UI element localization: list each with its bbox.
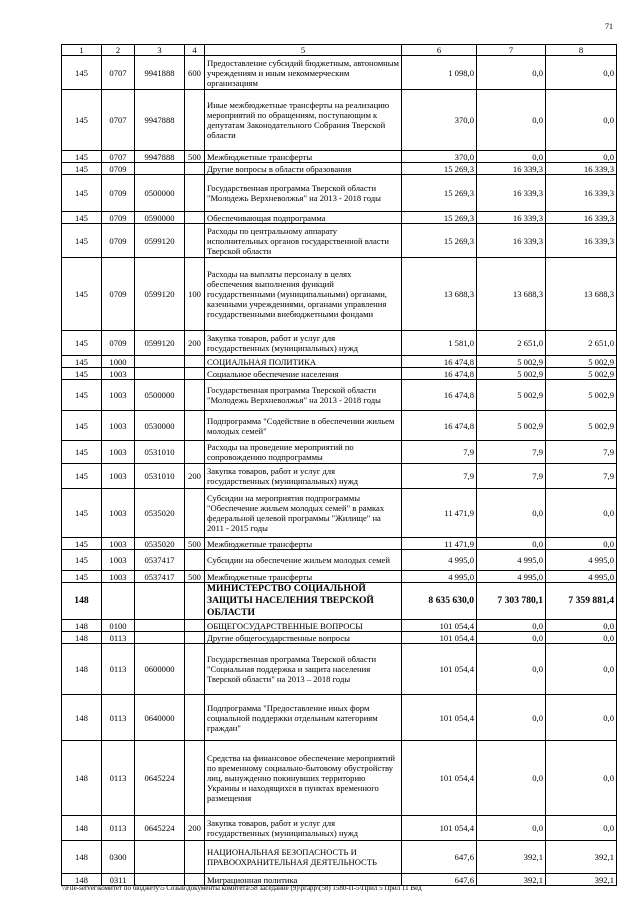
expense-type-cell — [185, 368, 205, 380]
expense-type-cell — [185, 224, 205, 258]
amount-2013-cell: 7,9 — [402, 441, 477, 464]
target-article-cell: 0645224 — [135, 816, 185, 841]
amount-2015-cell: 0,0 — [546, 489, 617, 538]
target-article-cell: 0531010 — [135, 464, 185, 489]
amount-2015-cell: 16 339,3 — [546, 212, 617, 224]
amount-2014-cell: 0,0 — [477, 816, 546, 841]
section-code-cell: 0113 — [102, 632, 135, 644]
item-name-cell: Межбюджетные трансферты — [205, 151, 402, 163]
table-row — [62, 224, 617, 258]
target-article-cell: 0537417 — [135, 571, 185, 583]
section-code-cell: 0707 — [102, 90, 135, 151]
amount-2013-cell: 647,6 — [402, 874, 477, 886]
amount-2015-cell: 0,0 — [546, 90, 617, 151]
amount-2014-cell: 5 002,9 — [477, 411, 546, 441]
table-row — [62, 695, 617, 741]
target-article-cell: 0599120 — [135, 331, 185, 356]
amount-2014-cell: 16 339,3 — [477, 175, 546, 212]
amount-2014-cell: 16 339,3 — [477, 224, 546, 258]
target-article-cell: 9947888 — [135, 151, 185, 163]
amount-2014-cell: 2 651,0 — [477, 331, 546, 356]
table-row — [62, 816, 617, 841]
file-path-footer: \\File-server\комитет по бюджету\5 Созыв\документы комитета\58 заседание (9)\ргарр\(58) 1580-П-5\Прил 5 Прил 11 Вед — [62, 884, 422, 892]
table-row — [62, 464, 617, 489]
column-header: 2 — [102, 45, 135, 56]
amount-2015-cell: 0,0 — [546, 695, 617, 741]
table-row — [62, 571, 617, 583]
amount-2013-cell: 4 995,0 — [402, 550, 477, 571]
table-row — [62, 841, 617, 874]
target-article-cell: 0530000 — [135, 411, 185, 441]
table-row — [62, 258, 617, 331]
ministry-code-cell: 148 — [62, 841, 102, 874]
table-row — [62, 441, 617, 464]
target-article-cell: 0500000 — [135, 380, 185, 411]
amount-2014-cell: 5 002,9 — [477, 356, 546, 368]
section-code-cell: 1003 — [102, 464, 135, 489]
section-code-cell: 0707 — [102, 151, 135, 163]
item-name-cell: Другие общегосударственные вопросы — [205, 632, 402, 644]
amount-2015-cell: 392,1 — [546, 841, 617, 874]
amount-2014-cell: 0,0 — [477, 620, 546, 632]
ministry-code-cell: 145 — [62, 368, 102, 380]
ministry-code-cell: 145 — [62, 212, 102, 224]
ministry-code-cell: 145 — [62, 571, 102, 583]
section-code-cell: 1003 — [102, 489, 135, 538]
amount-2014-cell: 0,0 — [477, 90, 546, 151]
amount-2013-cell: 1 581,0 — [402, 331, 477, 356]
amount-2014-cell: 392,1 — [477, 841, 546, 874]
amount-2015-cell: 7 359 881,4 — [546, 583, 617, 620]
item-name-cell: Закупка товаров, работ и услуг для государственных (муниципальных) нужд — [205, 464, 402, 489]
expense-type-cell — [185, 380, 205, 411]
ministry-code-cell: 145 — [62, 258, 102, 331]
section-code-cell: 0709 — [102, 331, 135, 356]
item-name-cell: Обеспечивающая подпрограмма — [205, 212, 402, 224]
expense-type-cell — [185, 441, 205, 464]
column-header: 1 — [62, 45, 102, 56]
item-name-cell: МИНИСТЕРСТВО СОЦИАЛЬНОЙ ЗАЩИТЫ НАСЕЛЕНИЯ ТВЕРСКОЙ ОБЛАСТИ — [205, 583, 402, 620]
item-name-cell: ОБЩЕГОСУДАРСТВЕННЫЕ ВОПРОСЫ — [205, 620, 402, 632]
target-article-cell: 0640000 — [135, 695, 185, 741]
expense-type-cell — [185, 489, 205, 538]
amount-2015-cell: 0,0 — [546, 632, 617, 644]
section-code-cell: 0709 — [102, 224, 135, 258]
ministry-code-cell: 148 — [62, 620, 102, 632]
amount-2015-cell: 0,0 — [546, 620, 617, 632]
item-name-cell: Миграционная политика — [205, 874, 402, 886]
target-article-cell: 0500000 — [135, 175, 185, 212]
amount-2013-cell: 101 054,4 — [402, 620, 477, 632]
expense-type-cell — [185, 212, 205, 224]
expense-type-cell — [185, 644, 205, 695]
ministry-code-cell: 148 — [62, 632, 102, 644]
target-article-cell: 0535020 — [135, 538, 185, 550]
ministry-code-cell: 145 — [62, 550, 102, 571]
section-code-cell: 1000 — [102, 356, 135, 368]
amount-2014-cell: 16 339,3 — [477, 212, 546, 224]
column-header: 7 — [477, 45, 546, 56]
table-row — [62, 583, 617, 620]
ministry-code-cell: 145 — [62, 489, 102, 538]
amount-2013-cell: 15 269,3 — [402, 175, 477, 212]
ministry-code-cell: 145 — [62, 380, 102, 411]
ministry-code-cell: 148 — [62, 816, 102, 841]
table-row — [62, 331, 617, 356]
expense-type-cell — [185, 163, 205, 175]
ministry-code-cell: 145 — [62, 151, 102, 163]
target-article-cell — [135, 583, 185, 620]
table-row — [62, 489, 617, 538]
amount-2013-cell: 15 269,3 — [402, 212, 477, 224]
table-row — [62, 56, 617, 90]
item-name-cell: Субсидии на обеспечение жильем молодых семей — [205, 550, 402, 571]
amount-2015-cell: 5 002,9 — [546, 380, 617, 411]
item-name-cell: Средства на финансовое обеспечение мероприятий по временному социально-бытовому обустройству лиц, вынужденно покинувших территорию Украины и находящихся в пунктах временного размещения — [205, 741, 402, 816]
amount-2013-cell: 16 474,8 — [402, 368, 477, 380]
amount-2013-cell: 15 269,3 — [402, 163, 477, 175]
amount-2013-cell: 11 471,9 — [402, 538, 477, 550]
section-code-cell: 0709 — [102, 163, 135, 175]
amount-2014-cell: 16 339,3 — [477, 163, 546, 175]
amount-2013-cell: 647,6 — [402, 841, 477, 874]
ministry-code-cell: 145 — [62, 90, 102, 151]
amount-2014-cell: 5 002,9 — [477, 368, 546, 380]
ministry-code-cell: 145 — [62, 331, 102, 356]
expense-type-cell — [185, 90, 205, 151]
target-article-cell: 0537417 — [135, 550, 185, 571]
target-article-cell: 0599120 — [135, 258, 185, 331]
column-header: 8 — [546, 45, 617, 56]
amount-2015-cell: 0,0 — [546, 816, 617, 841]
item-name-cell: Расходы по центральному аппарату исполнительных органов государственной власти Тверской области — [205, 224, 402, 258]
expense-type-cell: 500 — [185, 571, 205, 583]
expense-type-cell: 500 — [185, 151, 205, 163]
item-name-cell: Межбюджетные трансферты — [205, 538, 402, 550]
section-code-cell: 0709 — [102, 212, 135, 224]
table-row — [62, 212, 617, 224]
target-article-cell: 9941888 — [135, 56, 185, 90]
column-header: 5 — [205, 45, 402, 56]
amount-2015-cell: 0,0 — [546, 538, 617, 550]
table-row — [62, 356, 617, 368]
page-number: 71 — [605, 22, 613, 31]
section-code-cell: 1003 — [102, 550, 135, 571]
target-article-cell — [135, 356, 185, 368]
expense-type-cell: 200 — [185, 331, 205, 356]
target-article-cell — [135, 620, 185, 632]
item-name-cell: Закупка товаров, работ и услуг для государственных (муниципальных) нужд — [205, 816, 402, 841]
section-code-cell: 0113 — [102, 644, 135, 695]
item-name-cell: Предоставление субсидий бюджетным, автономным учреждениям и иным некоммерческим организациям — [205, 56, 402, 90]
item-name-cell: Подпрограмма "Предоставление иных форм социальной поддержки отдельным категориям граждан" — [205, 695, 402, 741]
amount-2015-cell: 13 688,3 — [546, 258, 617, 331]
section-code-cell: 0709 — [102, 258, 135, 331]
ministry-code-cell: 145 — [62, 464, 102, 489]
amount-2015-cell: 0,0 — [546, 741, 617, 816]
item-name-cell: Государственная программа Тверской области "Социальная поддержка и защита населения Тверской области" на 2013 – 2018 годы — [205, 644, 402, 695]
table-row — [62, 151, 617, 163]
table-row — [62, 741, 617, 816]
amount-2014-cell: 7 303 780,1 — [477, 583, 546, 620]
amount-2014-cell: 0,0 — [477, 56, 546, 90]
amount-2014-cell: 0,0 — [477, 489, 546, 538]
amount-2015-cell: 7,9 — [546, 441, 617, 464]
column-header: 3 — [135, 45, 185, 56]
section-code-cell: 0709 — [102, 175, 135, 212]
amount-2013-cell: 1 098,0 — [402, 56, 477, 90]
target-article-cell — [135, 163, 185, 175]
table-row — [62, 90, 617, 151]
item-name-cell: Другие вопросы в области образования — [205, 163, 402, 175]
amount-2015-cell: 16 339,3 — [546, 175, 617, 212]
table-row — [62, 368, 617, 380]
target-article-cell: 9947888 — [135, 90, 185, 151]
target-article-cell: 0590000 — [135, 212, 185, 224]
amount-2014-cell: 4 995,0 — [477, 571, 546, 583]
ministry-code-cell: 145 — [62, 356, 102, 368]
expense-type-cell — [185, 411, 205, 441]
amount-2013-cell: 101 054,4 — [402, 695, 477, 741]
ministry-code-cell: 145 — [62, 224, 102, 258]
item-name-cell: Субсидии на мероприятия подпрограммы "Обеспечение жильем молодых семей" в рамках федеральной целевой программы "Жилище" на 2011 - 2015 годы — [205, 489, 402, 538]
amount-2013-cell: 11 471,9 — [402, 489, 477, 538]
amount-2014-cell: 0,0 — [477, 632, 546, 644]
ministry-code-cell: 148 — [62, 695, 102, 741]
target-article-cell: 0531010 — [135, 441, 185, 464]
target-article-cell: 0600000 — [135, 644, 185, 695]
amount-2015-cell: 16 339,3 — [546, 163, 617, 175]
section-code-cell: 0300 — [102, 841, 135, 874]
ministry-code-cell: 148 — [62, 583, 102, 620]
item-name-cell: Подпрограмма "Содействие в обеспечении жильем молодых семей" — [205, 411, 402, 441]
section-code-cell: 1003 — [102, 538, 135, 550]
amount-2014-cell: 13 688,3 — [477, 258, 546, 331]
amount-2013-cell: 101 054,4 — [402, 632, 477, 644]
amount-2013-cell: 101 054,4 — [402, 816, 477, 841]
amount-2015-cell: 7,9 — [546, 464, 617, 489]
table-row — [62, 550, 617, 571]
ministry-code-cell: 148 — [62, 874, 102, 886]
amount-2013-cell: 7,9 — [402, 464, 477, 489]
amount-2014-cell: 4 995,0 — [477, 550, 546, 571]
amount-2013-cell: 101 054,4 — [402, 741, 477, 816]
amount-2013-cell: 16 474,8 — [402, 380, 477, 411]
table-row — [62, 163, 617, 175]
expense-type-cell: 200 — [185, 464, 205, 489]
expense-type-cell — [185, 841, 205, 874]
item-name-cell: Закупка товаров, работ и услуг для государственных (муниципальных) нужд — [205, 331, 402, 356]
column-header: 6 — [402, 45, 477, 56]
item-name-cell: НАЦИОНАЛЬНАЯ БЕЗОПАСНОСТЬ И ПРАВООХРАНИТЕЛЬНАЯ ДЕЯТЕЛЬНОСТЬ — [205, 841, 402, 874]
target-article-cell — [135, 632, 185, 644]
item-name-cell: Иные межбюджетные трансферты на реализацию мероприятий по обращениям, поступающим к депутатам Законодательного Собрания Тверской области — [205, 90, 402, 151]
amount-2014-cell: 0,0 — [477, 538, 546, 550]
target-article-cell: 0535020 — [135, 489, 185, 538]
section-code-cell: 1003 — [102, 411, 135, 441]
section-code-cell: 0113 — [102, 741, 135, 816]
amount-2014-cell: 392,1 — [477, 874, 546, 886]
item-name-cell: Государственная программа Тверской области "Молодежь Верхневолжья" на 2013 - 2018 годы — [205, 175, 402, 212]
table-row — [62, 175, 617, 212]
table-row — [62, 632, 617, 644]
amount-2015-cell: 392,1 — [546, 874, 617, 886]
budget-table — [61, 44, 617, 886]
amount-2014-cell: 0,0 — [477, 644, 546, 695]
amount-2014-cell: 0,0 — [477, 695, 546, 741]
section-code-cell: 0311 — [102, 874, 135, 886]
expense-type-cell — [185, 550, 205, 571]
amount-2014-cell: 5 002,9 — [477, 380, 546, 411]
table-row — [62, 644, 617, 695]
table-row — [62, 380, 617, 411]
amount-2014-cell: 7,9 — [477, 464, 546, 489]
ministry-code-cell: 145 — [62, 56, 102, 90]
expense-type-cell — [185, 741, 205, 816]
expense-type-cell: 200 — [185, 816, 205, 841]
table-row — [62, 538, 617, 550]
ministry-code-cell: 145 — [62, 163, 102, 175]
item-name-cell: Расходы на проведение мероприятий по сопровождению подпрограммы — [205, 441, 402, 464]
amount-2015-cell: 0,0 — [546, 56, 617, 90]
expense-type-cell — [185, 356, 205, 368]
amount-2013-cell: 370,0 — [402, 151, 477, 163]
section-code-cell: 0113 — [102, 816, 135, 841]
amount-2015-cell: 5 002,9 — [546, 356, 617, 368]
table-header-row — [62, 45, 617, 56]
amount-2015-cell: 0,0 — [546, 151, 617, 163]
amount-2013-cell: 16 474,8 — [402, 356, 477, 368]
section-code-cell: 0707 — [102, 56, 135, 90]
amount-2015-cell: 16 339,3 — [546, 224, 617, 258]
amount-2015-cell: 4 995,0 — [546, 550, 617, 571]
amount-2013-cell: 13 688,3 — [402, 258, 477, 331]
item-name-cell: СОЦИАЛЬНАЯ ПОЛИТИКА — [205, 356, 402, 368]
target-article-cell: 0645224 — [135, 741, 185, 816]
table-body — [62, 56, 617, 886]
section-code-cell — [102, 583, 135, 620]
amount-2015-cell: 5 002,9 — [546, 411, 617, 441]
ministry-code-cell: 145 — [62, 538, 102, 550]
amount-2014-cell: 7,9 — [477, 441, 546, 464]
amount-2013-cell: 101 054,4 — [402, 644, 477, 695]
amount-2015-cell: 5 002,9 — [546, 368, 617, 380]
amount-2014-cell: 0,0 — [477, 151, 546, 163]
table-row — [62, 411, 617, 441]
item-name-cell: Государственная программа Тверской области "Молодежь Верхневолжья" на 2013 - 2018 годы — [205, 380, 402, 411]
target-article-cell — [135, 841, 185, 874]
section-code-cell: 0100 — [102, 620, 135, 632]
amount-2015-cell: 2 651,0 — [546, 331, 617, 356]
expense-type-cell: 500 — [185, 538, 205, 550]
column-header: 4 — [185, 45, 205, 56]
table-row — [62, 620, 617, 632]
section-code-cell: 1003 — [102, 368, 135, 380]
section-code-cell: 0113 — [102, 695, 135, 741]
ministry-code-cell: 145 — [62, 411, 102, 441]
expense-type-cell — [185, 620, 205, 632]
item-name-cell: Межбюджетные трансферты — [205, 571, 402, 583]
section-code-cell: 1003 — [102, 380, 135, 411]
ministry-code-cell: 148 — [62, 741, 102, 816]
ministry-code-cell: 145 — [62, 175, 102, 212]
ministry-code-cell: 148 — [62, 644, 102, 695]
expense-type-cell — [185, 175, 205, 212]
amount-2013-cell: 370,0 — [402, 90, 477, 151]
target-article-cell: 0599120 — [135, 224, 185, 258]
amount-2014-cell: 0,0 — [477, 741, 546, 816]
item-name-cell: Социальное обеспечение населения — [205, 368, 402, 380]
expense-type-cell: 100 — [185, 258, 205, 331]
expense-type-cell: 600 — [185, 56, 205, 90]
expense-type-cell — [185, 695, 205, 741]
section-code-cell: 1003 — [102, 571, 135, 583]
amount-2013-cell: 8 635 630,0 — [402, 583, 477, 620]
expense-type-cell — [185, 583, 205, 620]
target-article-cell — [135, 368, 185, 380]
ministry-code-cell: 145 — [62, 441, 102, 464]
amount-2015-cell: 4 995,0 — [546, 571, 617, 583]
amount-2013-cell: 4 995,0 — [402, 571, 477, 583]
amount-2013-cell: 15 269,3 — [402, 224, 477, 258]
expense-type-cell — [185, 632, 205, 644]
item-name-cell: Расходы на выплаты персоналу в целях обеспечения выполнения функций государственными (муниципальными) органами, казенными учреждениями, органами управления государственными внебюджетными фондами — [205, 258, 402, 331]
amount-2013-cell: 16 474,8 — [402, 411, 477, 441]
section-code-cell: 1003 — [102, 441, 135, 464]
amount-2015-cell: 0,0 — [546, 644, 617, 695]
